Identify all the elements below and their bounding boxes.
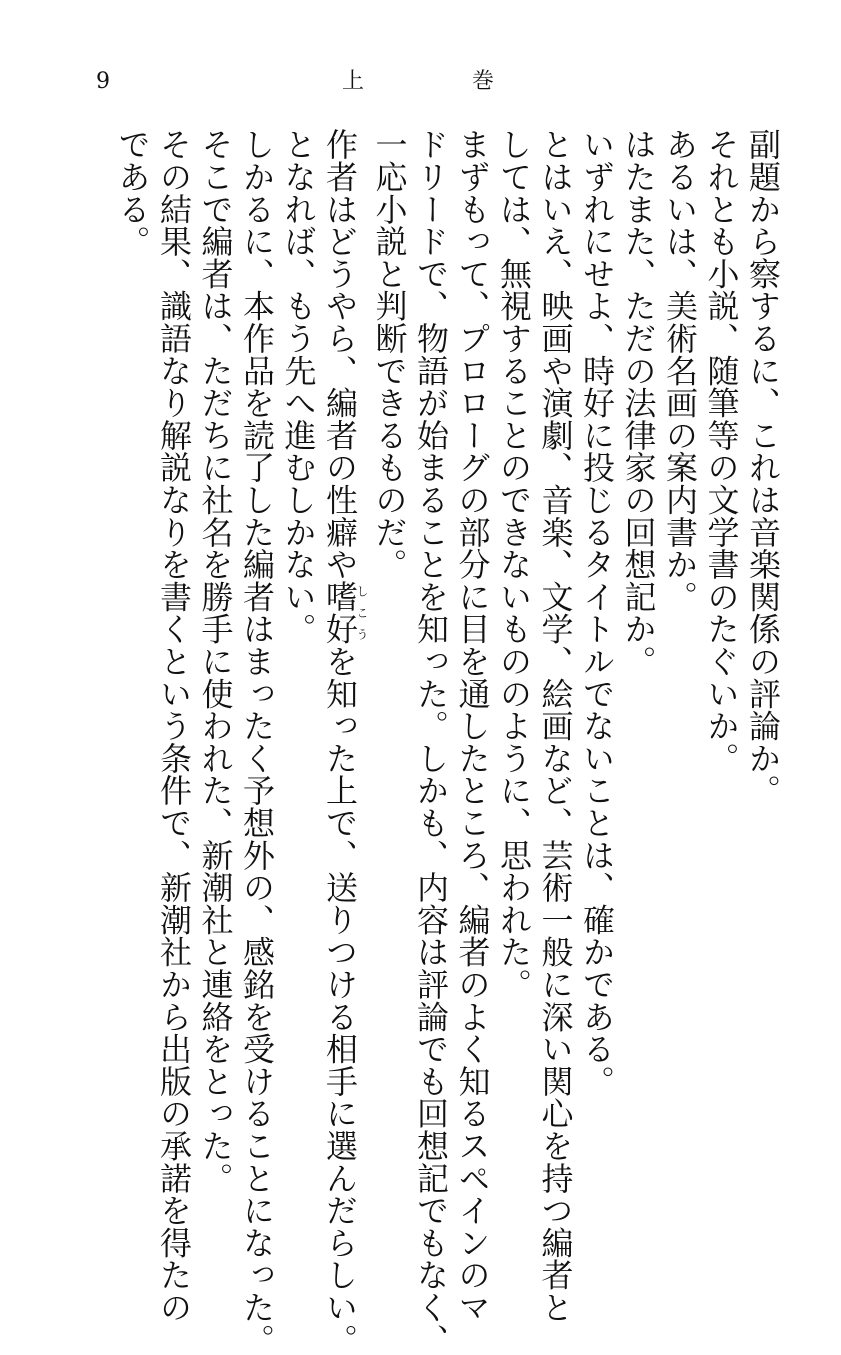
text-line: そこで編者は、ただちに社名を勝手に使われた、新潮社と連絡をとった。 — [196, 128, 235, 1194]
text-line-with-ruby — [319, 128, 369, 1355]
text-line: はたまた、ただの法律家の回想記か。 — [619, 128, 658, 678]
vertical-body-text — [111, 128, 783, 1355]
running-header — [0, 68, 841, 108]
text-line: ドリードで、物語が始まることを知った。しかも、内容は評論でも回想記でもなく、 — [412, 128, 450, 1355]
volume-label-first: 上 — [342, 69, 365, 94]
text-line: その結果、識語なり解説なりを書くという条件で、新潮社から出版の承諾を得たの — [155, 128, 193, 1324]
text-line: となれば、もう先へ進むしかない。 — [279, 128, 318, 645]
ruby-base: 嗜好 — [321, 580, 359, 645]
ruby-line-before: 作者はどうやら、編者の性癖や — [321, 128, 359, 581]
page-number: 9 — [96, 69, 110, 94]
volume-label-second: 巻 — [472, 69, 495, 94]
text-line: しかるに、本作品を読了した編者はまったく予想外の、感銘を受けることになった。 — [238, 128, 276, 1355]
text-line: いずれにせよ、時好に投じるタイトルでないことは、確かである。 — [578, 128, 616, 1097]
text-line: とはいえ、映画や演劇、音楽、文学、絵画など、芸術一般に深い関心を持つ編者と — [536, 128, 575, 1324]
ruby-word — [321, 580, 369, 645]
text-line: 一応小説と判断できるものだ。 — [370, 128, 409, 581]
ruby-reading: しこう — [355, 580, 369, 645]
text-line: である。 — [113, 128, 152, 258]
text-line: それとも小説、随筆等の文学書のたぐいか。 — [702, 128, 741, 774]
text-line: あるいは、美術名画の案内書か。 — [661, 128, 699, 613]
text-line: まずもって、プロローグの部分に目を通したところ、編者のよく知るスペインのマ — [453, 128, 492, 1324]
ruby-line-after: を知った上で、送りつける相手に選んだらしい。 — [321, 644, 359, 1355]
text-line: しては、無視することのできないもののように、思われた。 — [495, 128, 533, 1001]
text-line: 副題から察するに、これは音楽関係の評論か。 — [744, 128, 782, 807]
